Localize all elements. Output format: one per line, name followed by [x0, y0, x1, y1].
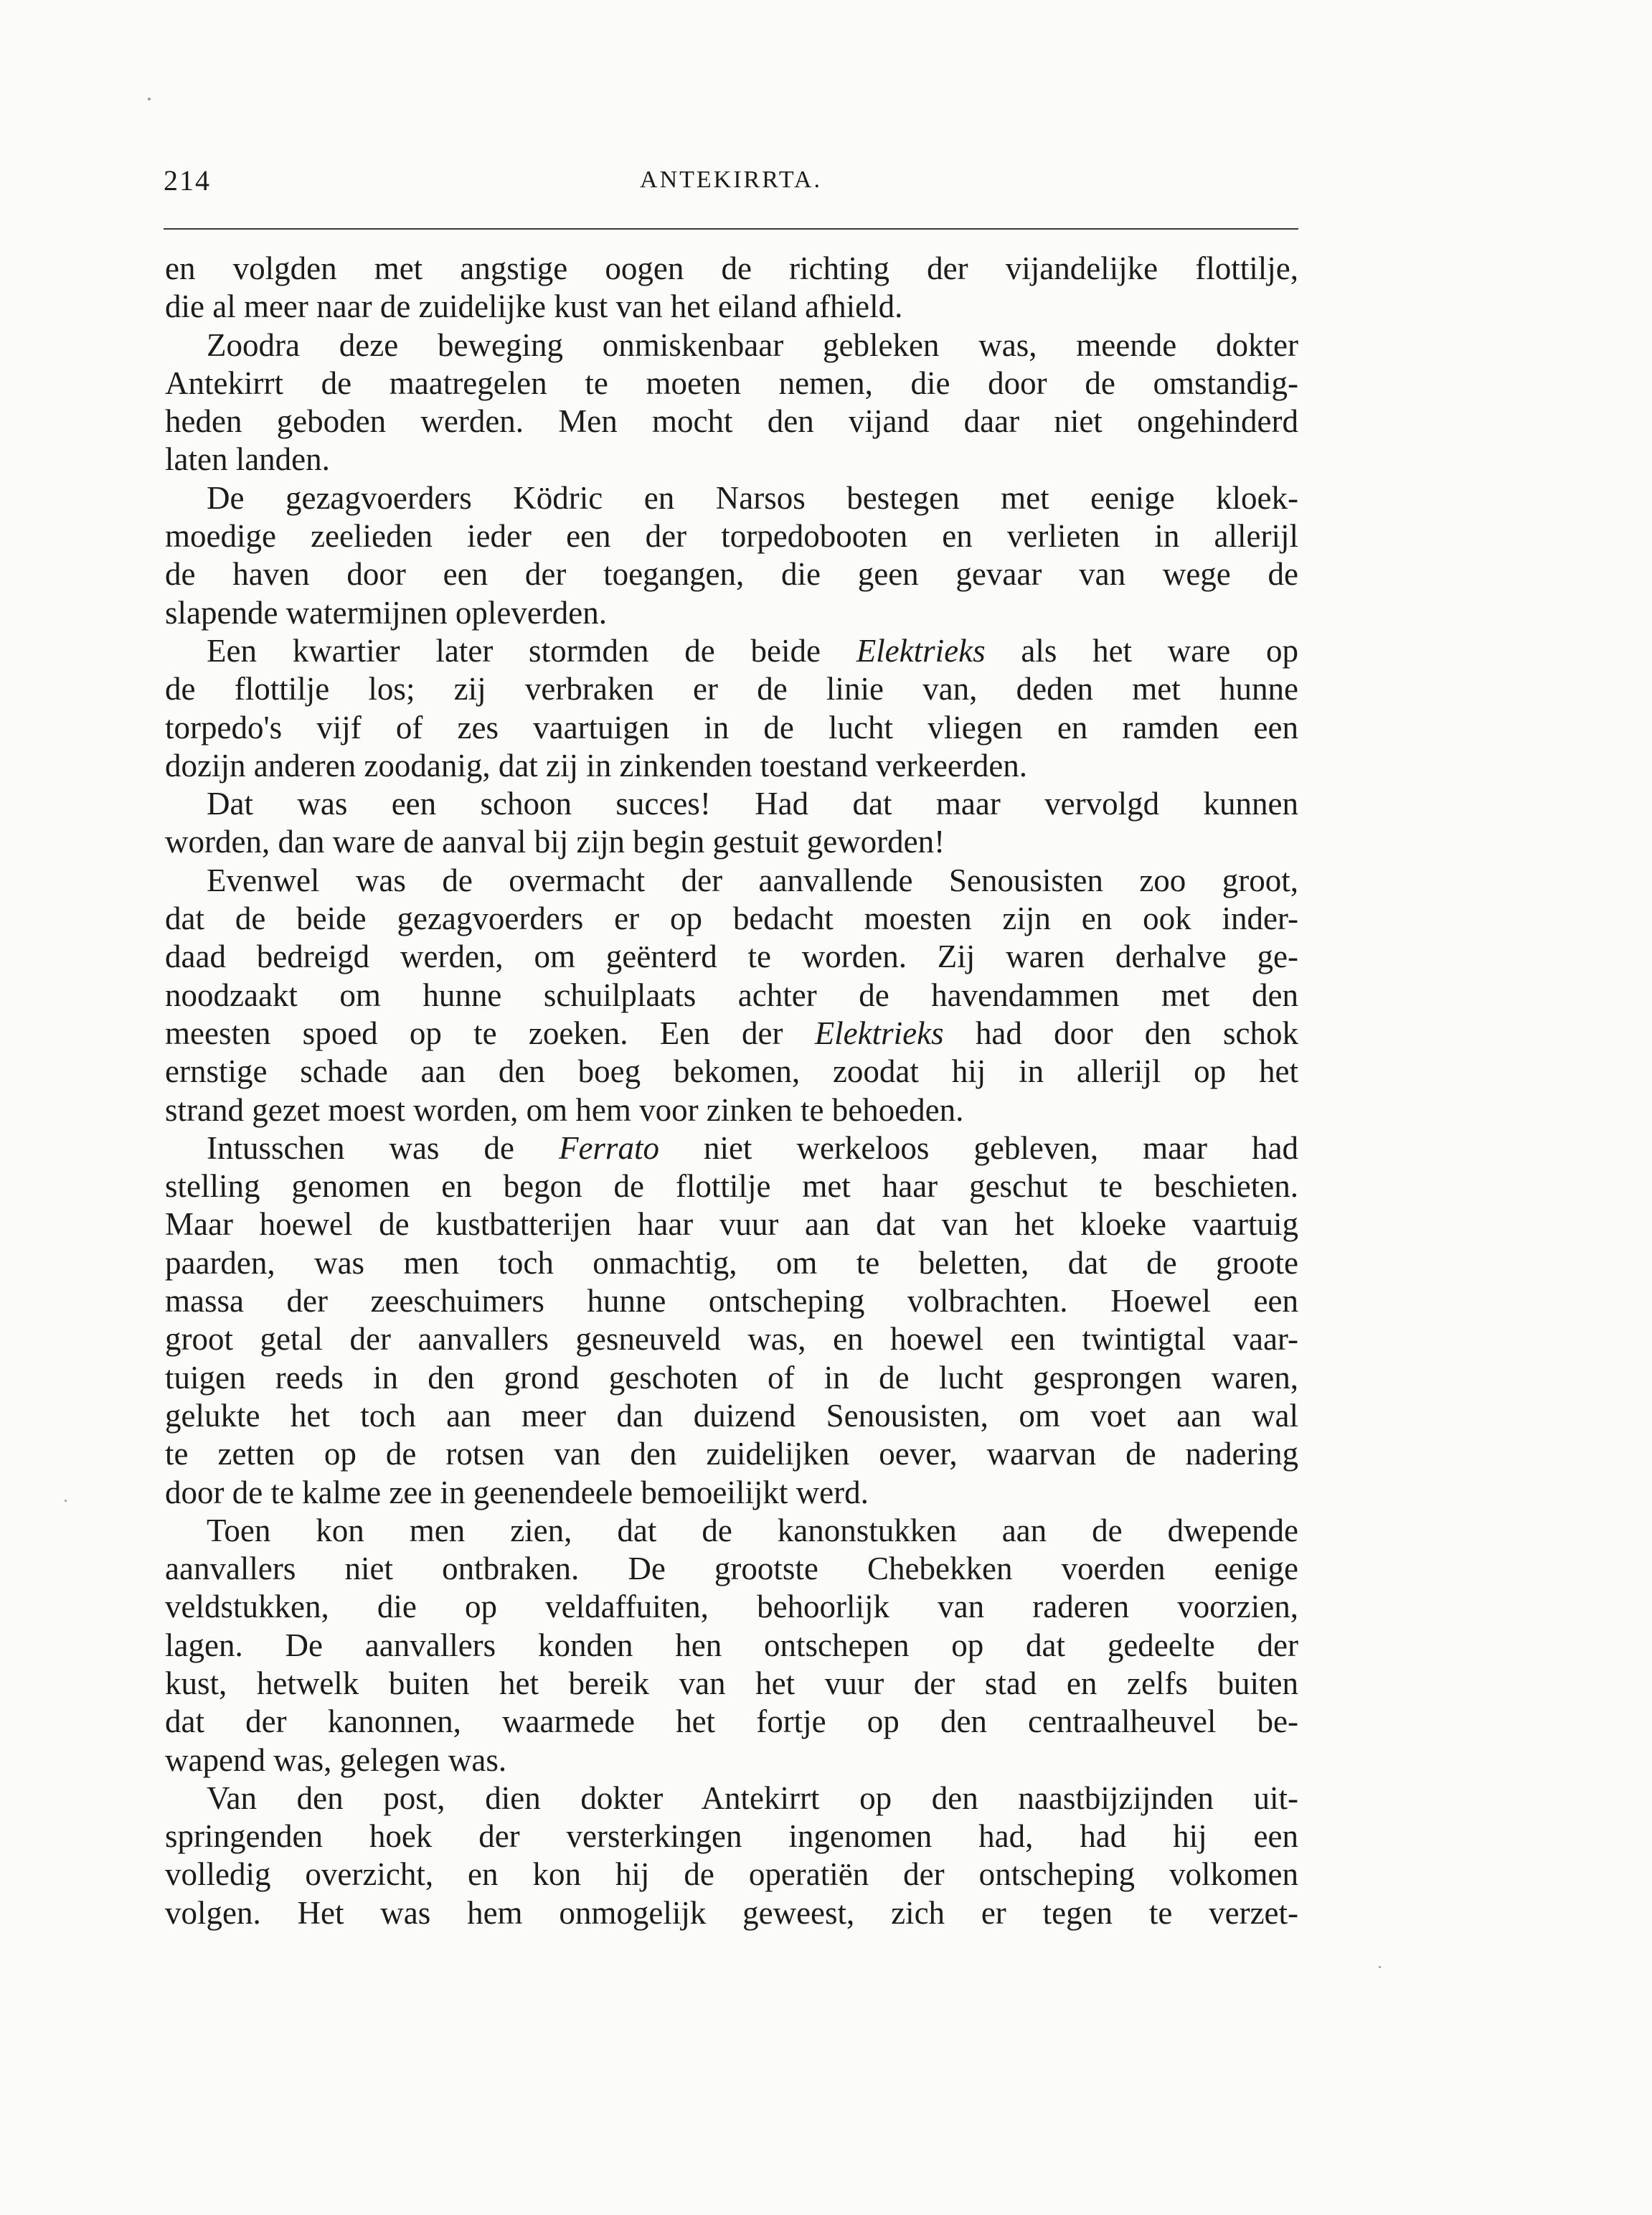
text-line: groot getal der aanvallers gesneuveld was, en hoewel een twintigtal vaar-	[165, 1321, 1298, 1358]
body-text	[165, 250, 1298, 1932]
text-line: veldstukken, die op veldaffuiten, behoorlijk van raderen voorzien,	[165, 1589, 1298, 1625]
paragraph-start-line: Toen kon men zien, dat de kanonstukken aan de dwepende	[207, 1512, 1298, 1548]
page-number: 214	[164, 164, 211, 197]
text-line: daad bedreigd werden, om geënterd te worden. Zij waren derhalve ge-	[165, 939, 1298, 975]
text-line: de flottilje los; zij verbraken er de linie van, deden met hunne	[165, 671, 1298, 707]
text-line: kust, hetwelk buiten het bereik van het vuur der stad en zelfs buiten	[165, 1665, 1298, 1701]
text-line: laten landen.	[165, 441, 330, 478]
text-line: worden, dan ware de aanval bij zijn begin gestuit geworden!	[165, 824, 945, 860]
text-line: strand gezet moest worden, om hem voor zinken te behoeden.	[165, 1091, 964, 1128]
paragraph-start-line: Van den post, dien dokter Antekirrt op den naastbijzijnden uit-	[207, 1779, 1298, 1816]
text-line: lagen. De aanvallers konden hen ontschepen op dat gedeelte der	[165, 1627, 1298, 1663]
text-line: dat der kanonnen, waarmede het fortje op den centraalheuvel be-	[165, 1703, 1298, 1740]
italic-ship-name: Elektrieks	[814, 1015, 944, 1051]
text-line: Maar hoewel de kustbatterijen haar vuur aan dat van het kloeke vaartuig	[165, 1206, 1298, 1243]
paragraph-start-line: Een kwartier later stormden de beide Elektrieks als het ware op	[207, 632, 1298, 669]
paper-speck	[148, 98, 151, 100]
text-line: die al meer naar de zuidelijke kust van het eiland afhield.	[165, 288, 903, 325]
text-line: volgen. Het was hem onmogelijk geweest, zich er tegen te verzet-	[165, 1894, 1298, 1931]
text-line: volledig overzicht, en kon hij de operatiën der ontscheping volkomen	[165, 1856, 1298, 1893]
text-line: noodzaakt om hunne schuilplaats achter de havendammen met den	[165, 977, 1298, 1013]
text-line: door de te kalme zee in geenendeele bemoeilijkt werd.	[165, 1474, 869, 1510]
running-title: ANTEKIRRTA.	[640, 166, 822, 193]
text-line: meesten spoed op te zoeken. Een der Elektrieks had door den schok	[165, 1015, 1298, 1051]
text-line: aanvallers niet ontbraken. De grootste Chebekken voerden eenige	[165, 1551, 1298, 1587]
paragraph-start-line: Dat was een schoon succes! Had dat maar vervolgd kunnen	[207, 786, 1298, 822]
text-line: massa der zeeschuimers hunne ontscheping volbrachten. Hoewel een	[165, 1283, 1298, 1320]
paper-speck	[1379, 1966, 1381, 1968]
text-line: springenden hoek der versterkingen ingenomen had, had hij een	[165, 1818, 1298, 1855]
text-line: dozijn anderen zoodanig, dat zij in zinkenden toestand verkeerden.	[165, 747, 1028, 784]
paragraph-start-line: Evenwel was de overmacht der aanvallende Senousisten zoo groot,	[207, 862, 1298, 898]
text-line: wapend was, gelegen was.	[165, 1741, 507, 1778]
paragraph-start-line: Zoodra deze beweging onmiskenbaar gebleken was, meende dokter	[207, 326, 1298, 363]
text-line: stelling genomen en begon de flottilje met haar geschut te beschieten.	[165, 1168, 1298, 1205]
paragraph-start-line: Intusschen was de Ferrato niet werkeloos gebleven, maar had	[207, 1129, 1298, 1166]
text-line: gelukte het toch aan meer dan duizend Senousisten, om voet aan wal	[165, 1397, 1298, 1434]
text-line: moedige zeelieden ieder een der torpedobooten en verlieten in allerijl	[165, 518, 1298, 555]
paper-speck	[65, 1500, 67, 1502]
text-line: ernstige schade aan den boeg bekomen, zoodat hij in allerijl op het	[165, 1053, 1298, 1090]
italic-ship-name: Ferrato	[558, 1129, 659, 1166]
text-line: Antekirrt de maatregelen te moeten nemen, die door de omstandig-	[165, 365, 1298, 401]
text-line: slapende watermijnen opleverden.	[165, 594, 608, 631]
text-line: te zetten op de rotsen van den zuidelijken oever, waarvan de nadering	[165, 1436, 1298, 1472]
text-line: en volgden met angstige oogen de richting der vijandelijke flottilje,	[165, 250, 1298, 286]
header-rule	[164, 228, 1298, 230]
italic-ship-name: Elektrieks	[856, 632, 986, 669]
text-line: de haven door een der toegangen, die geen gevaar van wege de	[165, 556, 1298, 593]
text-line: tuigen reeds in den grond geschoten of in de lucht gesprongen waren,	[165, 1359, 1298, 1396]
paragraph-start-line: De gezagvoerders Ködric en Narsos bestegen met eenige kloek-	[207, 479, 1298, 516]
text-line: dat de beide gezagvoerders er op bedacht moesten zijn en ook inder-	[165, 900, 1298, 937]
text-line: paarden, was men toch onmachtig, om te beletten, dat de groote	[165, 1244, 1298, 1281]
text-line: torpedo's vijf of zes vaartuigen in de lucht vliegen en ramden een	[165, 709, 1298, 746]
text-line: heden geboden werden. Men mocht den vijand daar niet ongehinderd	[165, 403, 1298, 440]
page-header	[164, 164, 1298, 207]
